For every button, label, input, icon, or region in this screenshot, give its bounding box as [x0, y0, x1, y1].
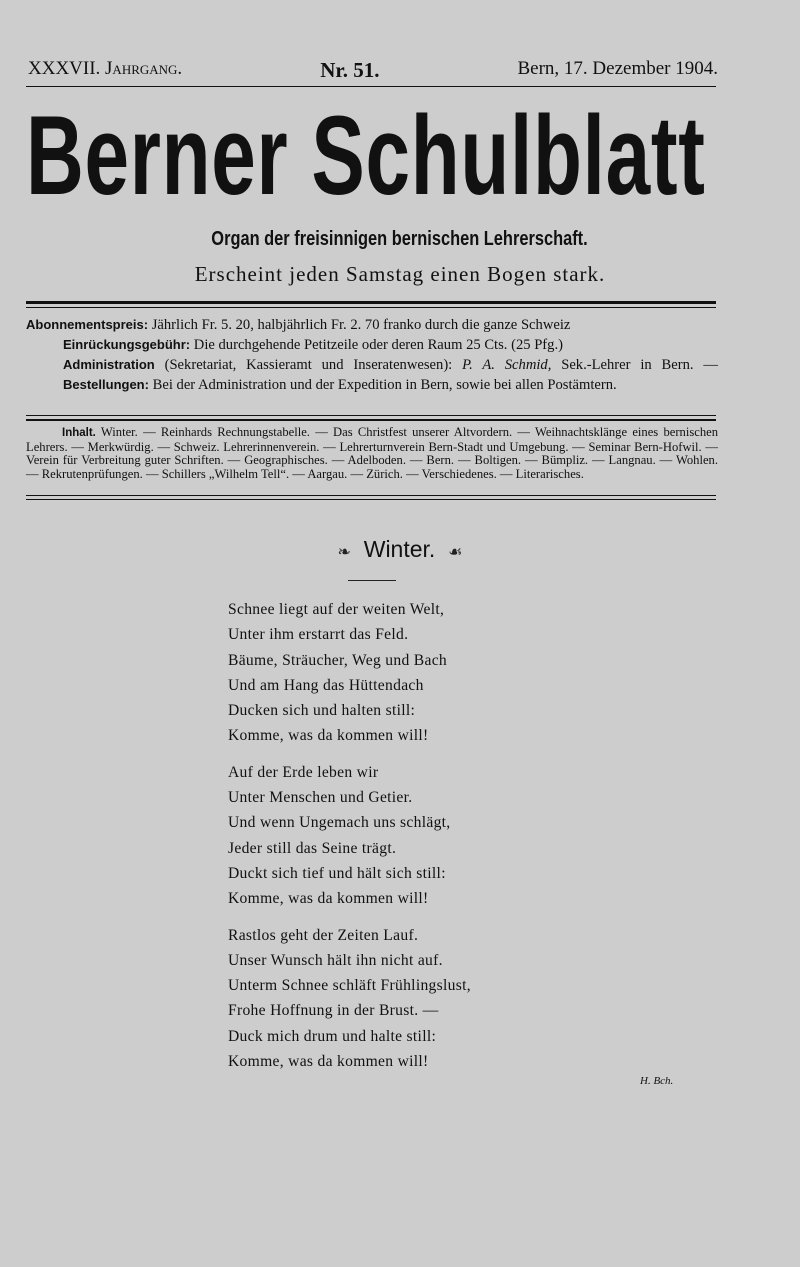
text: Bei der Administration und der Expedition in Bern, sowie bei allen Postämtern. [148, 377, 617, 393]
verse-line: Rastlos geht der Zeiten Lauf. [228, 926, 419, 944]
label: Abonnementspreis: [26, 317, 149, 332]
text: Die durchgehende Petitzeile oder deren Raum 25 Cts. (25 Pfg.) [190, 337, 563, 353]
verse-line: Komme, was da kommen will! [228, 1053, 429, 1071]
divider [26, 499, 716, 500]
text: (Sekretariat, Kassieramt und Inseratenwesen): [154, 357, 463, 373]
verse-line: Duck mich drum und halte still: [228, 1027, 437, 1045]
verse-line: Und wenn Ungemach uns schlägt, [228, 814, 451, 832]
divider [26, 86, 716, 87]
stanza [228, 597, 471, 749]
verse-line: Komme, was da kommen will! [228, 890, 429, 908]
verse-line: Unterm Schnee schläft Frühlingslust, [228, 977, 471, 995]
stanza [228, 760, 471, 912]
newspaper-title: Berner Schulblatt [26, 93, 706, 218]
verse-line: Unter Menschen und Getier. [228, 789, 413, 807]
publication-frequency: Erscheint jeden Samstag einen Bogen stark. [194, 262, 606, 286]
short-rule [348, 580, 396, 581]
issue-number: Nr. 51. [320, 58, 380, 82]
divider [26, 307, 716, 308]
name: P. A. Schmid, [462, 357, 552, 373]
poem-title: Winter. [363, 536, 436, 562]
verse-line: Ducken sich und halten still: [228, 702, 416, 720]
verse-line: Schnee liegt auf der weiten Welt, [228, 601, 445, 618]
ornament-icon: ❧ [337, 544, 351, 561]
ornament-icon: ☙ [448, 544, 463, 561]
verse-line: Unter ihm erstarrt das Feld. [228, 626, 409, 644]
text: Jährlich Fr. 5. 20, halbjährlich Fr. 2. 70 franko durch die ganze Schweiz [148, 317, 571, 333]
volume: XXXVII. Jahrgang. [28, 58, 183, 79]
issue-date: Bern, 17. Dezember 1904. [517, 58, 718, 79]
verse-line: Duckt sich tief und hält sich still: [228, 864, 446, 882]
label: Einrückungsgebühr: [63, 337, 191, 352]
text: Sek.-Lehrer in Bern. — [551, 357, 718, 373]
verse-line: Jeder still das Seine trägt. [228, 839, 397, 857]
divider [26, 415, 716, 416]
subtitle [0, 228, 800, 251]
verse-line: Und am Hang das Hüttendach [228, 676, 424, 694]
poem [228, 597, 471, 1085]
masthead-line [28, 58, 718, 83]
divider [26, 419, 716, 421]
verse-line: Frohe Hoffnung in der Brust. — [228, 1002, 439, 1020]
divider [26, 495, 716, 496]
label: Bestellungen: [63, 377, 149, 392]
label: Administration [63, 357, 155, 372]
poem-heading [0, 536, 800, 563]
subscription-info [26, 315, 718, 395]
verse-line: Unser Wunsch hält ihn nicht auf. [228, 951, 443, 969]
contents-label: Inhalt. [62, 427, 96, 439]
verse-line: Komme, was da kommen will! [228, 727, 429, 745]
table-of-contents [26, 426, 718, 481]
verse-line: Bäume, Sträucher, Weg und Bach [228, 651, 448, 669]
stanza [228, 923, 471, 1075]
subtitle-text: Organ der freisinnigen bernischen Lehrerschaft. [211, 228, 589, 250]
contents-text: Winter. — Reinhards Rechnungstabelle. — Das Christfest unserer Altvordern. — Weihnachtsklänge eines bernischen Lehrers. — Merkwürdig. — Schweiz. Lehrerinnenverein. — Lehrerturnverein Bern-Stadt und Umgebung. — Seminar Bern-Hofwil. — Verein für Verbreitung guter Schriften. — Geographisches. — Adelboden. — Bern. — Boltigen. — Bümpliz. — Langnau. — Wohlen. — Rekrutenprüfungen. — Schillers „Wilhelm Tell“. — Aargau. — Zürich. — Verschiedenes. — Literarisches. [26, 425, 718, 481]
verse-line: Auf der Erde leben wir [228, 763, 379, 781]
poem-author: H. Bch. [640, 1075, 674, 1087]
divider [26, 301, 716, 304]
